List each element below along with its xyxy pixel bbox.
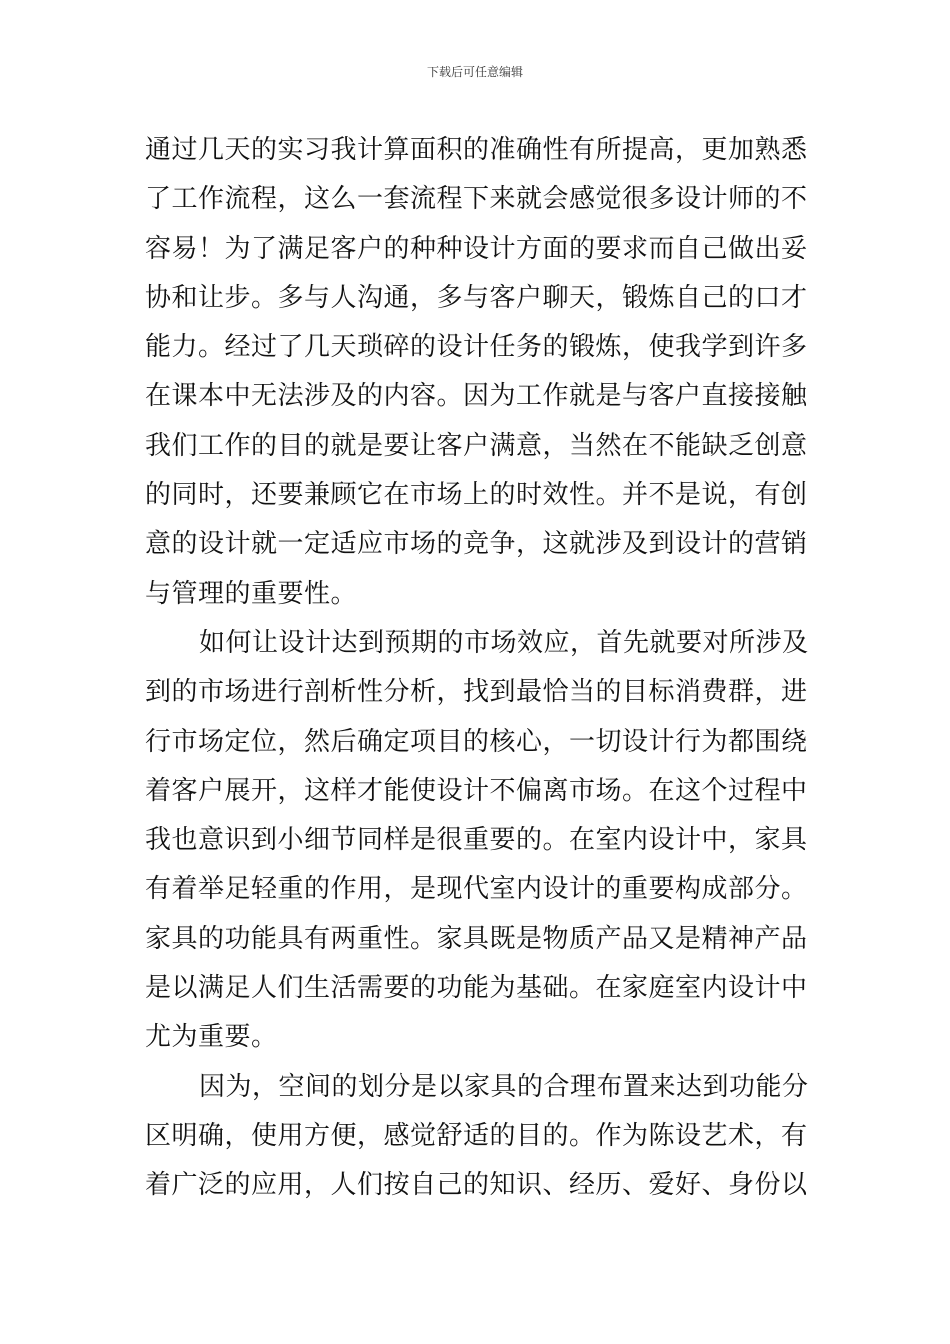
paragraph-start-line: 如何让设计达到预期的市场效应，首先就要对所涉及 — [199, 627, 809, 658]
text-line: 我们工作的目的就是要让客户满意，当然在不能缺乏创意 — [145, 430, 808, 461]
text-line: 能力。经过了几天琐碎的设计任务的锻炼，使我学到许多 — [145, 332, 808, 363]
text-line: 在课本中无法涉及的内容。因为工作就是与客户直接接触 — [145, 381, 808, 412]
text-line: 了工作流程，这么一套流程下来就会感觉很多设计师的不 — [145, 184, 808, 215]
text-line: 着广泛的应用，人们按自己的知识、经历、爱好、身份以 — [145, 1170, 808, 1201]
text-line: 尤为重要。 — [145, 1022, 278, 1053]
header-note: 下载后可任意编辑 — [426, 65, 523, 79]
text-line: 通过几天的实习我计算面积的准确性有所提高，更加熟悉 — [145, 135, 808, 165]
text-line: 着客户展开，这样才能使设计不偏离市场。在这个过程中 — [145, 775, 808, 806]
text-line: 区明确，使用方便，感觉舒适的目的。作为陈设艺术，有 — [145, 1120, 808, 1151]
text-line: 家具的功能具有两重性。家具既是物质产品又是精神产品 — [145, 923, 808, 954]
text-line: 行市场定位，然后确定项目的核心，一切设计行为都围绕 — [145, 726, 808, 757]
text-line: 意的设计就一定适应市场的竞争，这就涉及到设计的营销 — [145, 529, 808, 560]
document-body — [145, 130, 810, 1215]
text-line: 的同时，还要兼顾它在市场上的时效性。并不是说，有创 — [145, 480, 808, 511]
text-line: 容易！为了满足客户的种种设计方面的要求而自己做出妥 — [145, 233, 808, 264]
text-line: 有着举足轻重的作用，是现代室内设计的重要构成部分。 — [145, 874, 808, 905]
text-line: 协和让步。多与人沟通，多与客户聊天，锻炼自己的口才 — [145, 282, 808, 313]
text-line: 到的市场进行剖析性分析，找到最恰当的目标消费群，进 — [145, 677, 808, 708]
text-line: 与管理的重要性。 — [145, 578, 358, 609]
paragraph-start-line: 因为，空间的划分是以家具的合理布置来达到功能分 — [199, 1071, 809, 1102]
text-line: 是以满足人们生活需要的功能为基础。在家庭室内设计中 — [145, 973, 808, 1004]
text-line: 我也意识到小细节同样是很重要的。在室内设计中，家具 — [145, 825, 808, 856]
